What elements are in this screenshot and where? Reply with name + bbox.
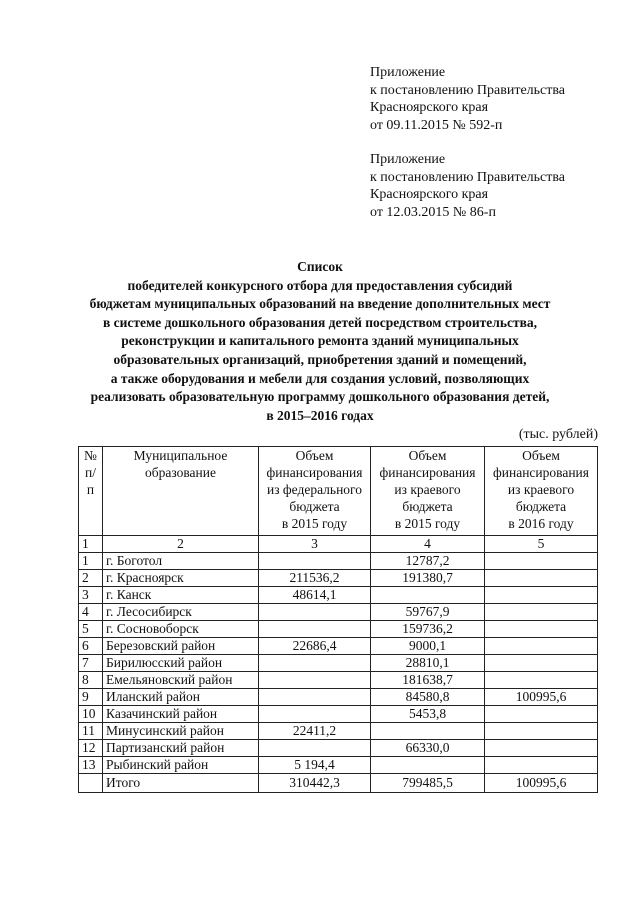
table-row [79, 604, 598, 621]
row-number: 9 [79, 689, 103, 706]
row-number: 7 [79, 655, 103, 672]
federal-2015-value [259, 740, 371, 757]
annex-resolution-line: к постановлению Правительства [370, 169, 566, 185]
federal-2015-value: 22686,4 [259, 638, 371, 655]
header-text: бюджета [289, 499, 340, 514]
row-number: 5 [79, 621, 103, 638]
federal-2015-value: 211536,2 [259, 570, 371, 587]
header-text: Муниципальное [133, 448, 228, 463]
title-line: победителей конкурсного отбора для предоставления субсидий [127, 277, 513, 293]
column-number: 1 [79, 536, 103, 553]
row-number: 6 [79, 638, 103, 655]
header-text: из краевого [507, 482, 575, 497]
header-number [79, 447, 103, 536]
federal-2015-value [259, 706, 371, 723]
municipality-name: Партизанский район [103, 740, 259, 757]
annex-reference-1 [370, 64, 565, 134]
regional-2016-value [485, 757, 598, 774]
header-regional-2016 [485, 447, 598, 536]
header-text: Объем [522, 448, 560, 463]
federal-2015-value [259, 553, 371, 570]
regional-2016-value [485, 740, 598, 757]
title-line: в 2015–2016 годах [266, 407, 374, 423]
row-number: 8 [79, 672, 103, 689]
table-row [79, 587, 598, 604]
table-row [79, 638, 598, 655]
header-federal-2015 [259, 447, 371, 536]
municipality-name: г. Красноярск [103, 570, 259, 587]
header-text: финансирования [266, 465, 363, 480]
regional-2016-value [485, 706, 598, 723]
column-number: 2 [103, 536, 259, 553]
total-number-cell [79, 774, 103, 793]
regional-2016-value [485, 621, 598, 638]
title-line: бюджетам муниципальных образований на введение дополнительных мест [89, 296, 551, 312]
header-text: бюджета [515, 499, 567, 514]
annex-reference-2 [370, 151, 565, 221]
total-regional-2015: 799485,5 [371, 774, 485, 793]
regional-2016-value [485, 723, 598, 740]
row-number: 3 [79, 587, 103, 604]
table-row [79, 757, 598, 774]
title-heading: Список [297, 259, 343, 274]
regional-2015-value [371, 757, 485, 774]
title-line: реконструкции и капитального ремонта зданий муниципальных [121, 333, 519, 349]
table-header-row [79, 447, 598, 536]
total-federal-2015: 310442,3 [259, 774, 371, 793]
row-number: 13 [79, 757, 103, 774]
table-row [79, 689, 598, 706]
row-number: 1 [79, 553, 103, 570]
header-regional-2015 [371, 447, 485, 536]
table-row [79, 570, 598, 587]
header-text: бюджета [402, 499, 453, 514]
regional-2016-value [485, 553, 598, 570]
regional-2015-value: 191380,7 [371, 570, 485, 587]
table-row [79, 621, 598, 638]
regional-2016-value [485, 638, 598, 655]
header-text: в 2015 году [281, 516, 348, 531]
table-row [79, 706, 598, 723]
header-text: п/п [85, 465, 96, 497]
regional-2015-value: 159736,2 [371, 621, 485, 638]
federal-2015-value [259, 655, 371, 672]
title-line: реализовать образовательную программу дошкольного образования детей, [90, 389, 550, 405]
column-number: 4 [371, 536, 485, 553]
regional-2015-value: 5453,8 [371, 706, 485, 723]
table-row [79, 655, 598, 672]
annex-region-line: Красноярского края [370, 100, 489, 115]
header-text: финансирования [379, 465, 476, 480]
federal-2015-value [259, 672, 371, 689]
municipality-name: Бирилюсский район [103, 655, 259, 672]
regional-2016-value [485, 587, 598, 604]
column-number: 5 [485, 536, 598, 553]
regional-2015-value: 28810,1 [371, 655, 485, 672]
title-line: а также оборудования и мебели для создания условий, позволяющих [110, 370, 530, 386]
row-number: 12 [79, 740, 103, 757]
federal-2015-value: 48614,1 [259, 587, 371, 604]
municipality-name: Минусинский район [103, 723, 259, 740]
total-regional-2016: 100995,6 [485, 774, 598, 793]
header-text: Объем [295, 448, 334, 463]
table-row [79, 723, 598, 740]
title-line: образовательных организаций, приобретения зданий и помещений, [113, 351, 527, 367]
header-text: в 2016 году [508, 516, 574, 531]
regional-2016-value [485, 604, 598, 621]
row-number: 11 [79, 723, 103, 740]
regional-2015-value: 59767,9 [371, 604, 485, 621]
municipality-name: Рыбинский район [103, 757, 259, 774]
municipality-name: г. Лесосибирск [103, 604, 259, 621]
header-municipality [103, 447, 259, 536]
municipality-name: г. Боготол [103, 553, 259, 570]
table-row [79, 553, 598, 570]
title-line: в системе дошкольного образования детей посредством строительства, [102, 314, 538, 330]
row-number: 10 [79, 706, 103, 723]
regional-2015-value: 12787,2 [371, 553, 485, 570]
regional-2015-value: 9000,1 [371, 638, 485, 655]
document-title [40, 258, 600, 425]
municipality-name: г. Канск [103, 587, 259, 604]
municipality-name: Иланский район [103, 689, 259, 706]
regional-2015-value: 181638,7 [371, 672, 485, 689]
column-number-row [79, 536, 598, 553]
header-text: Объем [408, 448, 447, 463]
municipality-name: г. Сосновоборск [103, 621, 259, 638]
annex-date-line: от 09.11.2015 № 592-п [370, 117, 503, 133]
regional-2016-value [485, 672, 598, 689]
table-row [79, 740, 598, 757]
municipality-name: Березовский район [103, 638, 259, 655]
header-text: в 2015 году [394, 516, 461, 531]
header-text: из федерального [266, 482, 363, 497]
regional-2016-value [485, 655, 598, 672]
units-note: (тыс. рублей) [518, 427, 598, 442]
regional-2015-value: 66330,0 [371, 740, 485, 757]
regional-2015-value: 84580,8 [371, 689, 485, 706]
federal-2015-value [259, 689, 371, 706]
column-number: 3 [259, 536, 371, 553]
annex-date-line: от 12.03.2015 № 86-п [370, 204, 496, 220]
federal-2015-value: 5 194,4 [259, 757, 371, 774]
total-row [79, 774, 598, 793]
regional-2015-value [371, 587, 485, 604]
winners-table [78, 446, 598, 793]
municipality-name: Емельяновский район [103, 672, 259, 689]
annex-label: Приложение [370, 152, 446, 167]
annex-label: Приложение [370, 65, 446, 80]
total-label: Итого [103, 774, 259, 793]
regional-2016-value: 100995,6 [485, 689, 598, 706]
annex-resolution-line: к постановлению Правительства [370, 82, 566, 98]
row-number: 2 [79, 570, 103, 587]
header-text: образование [145, 465, 216, 480]
federal-2015-value [259, 621, 371, 638]
federal-2015-value [259, 604, 371, 621]
table-row [79, 672, 598, 689]
municipality-name: Казачинский район [103, 706, 259, 723]
annex-region-line: Красноярского края [370, 187, 489, 202]
row-number: 4 [79, 604, 103, 621]
header-text: № [84, 448, 97, 463]
header-text: из краевого [394, 482, 461, 497]
federal-2015-value: 22411,2 [259, 723, 371, 740]
regional-2015-value [371, 723, 485, 740]
header-text: финансирования [493, 465, 589, 480]
regional-2016-value [485, 570, 598, 587]
